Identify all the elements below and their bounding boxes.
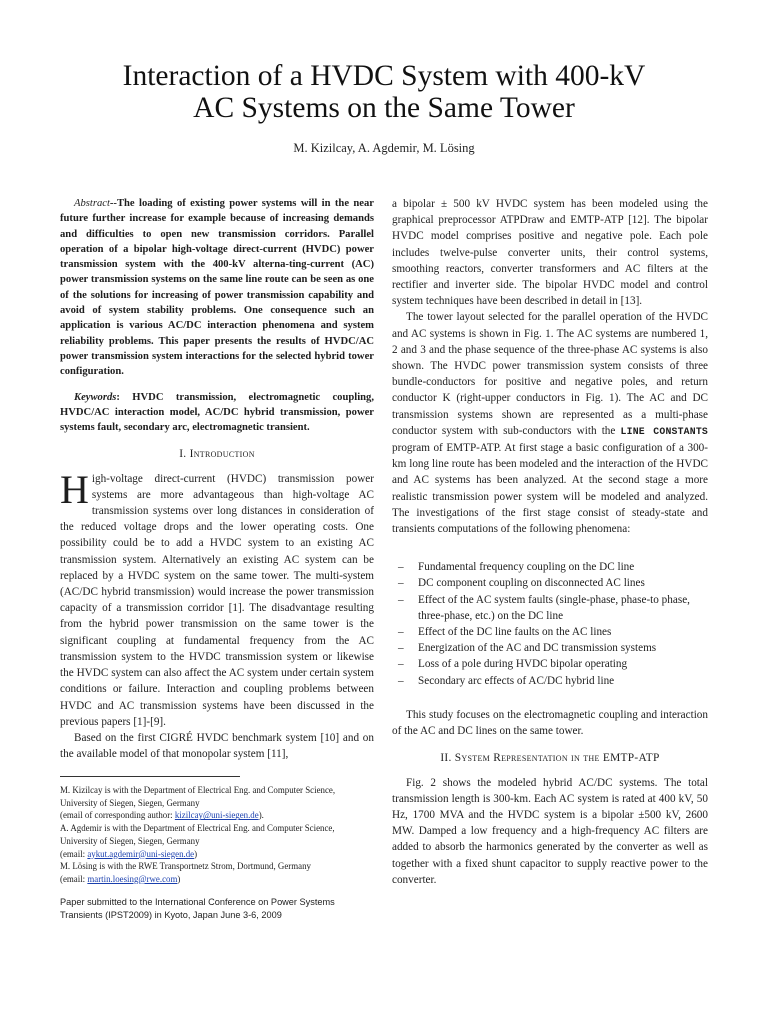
list-item: – Fundamental frequency coupling on the DC line — [392, 559, 708, 575]
submission-note — [60, 896, 380, 921]
keywords — [60, 390, 374, 436]
submission-line-1: Paper submitted to the International Conference on Power Systems — [60, 897, 335, 907]
left-column — [60, 196, 374, 762]
paper-title — [40, 60, 728, 124]
introduction-paragraph-1 — [60, 466, 374, 730]
right-paragraph-1: a bipolar ± 500 kV HVDC system has been modeled using the graphical preprocessor ATPDraw and EMTP-ATP [12]. The bipolar HVDC model comprises positive and negative pole. Each pole includes twelve-pulse converter units, their control systems, smoothing reactors, converter transformers and AC filters at the rectifier and inverter side. The bipolar HVDC model and control system techniques have been described in detail in [13]. — [392, 198, 708, 308]
list-item: – DC component coupling on disconnected AC lines — [392, 575, 708, 591]
introduction-text-1: igh-voltage direct-current (HVDC) transmission power systems are more advantageous than high-voltage AC transmission systems over long distances in consideration of the reduced voltage drops and the lower operating costs. One possibility could be to add a HVDC system to an existing AC transmission system. Alternatively an existing AC system can be replaced by a HVDC system on the same tower. The multi-system (AC/DC hybrid transmission) would increase the power transmission capacity of a transmission corridor [1]. The disadvantage resulting from the hybrid power transmission on the same tower is the significant coupling at fundamental frequency from the AC transmission system to the HVDC transmission system or likewise the HVDC system can also affect the AC system under certain system conditions or failure. Interaction and coupling problems between HVDC and AC transmission systems have been discussed in the previous papers [1]-[9]. — [60, 472, 374, 728]
footnote-2-line-3 — [60, 848, 378, 861]
introduction-paragraph-2: Based on the first CIGRÉ HVDC benchmark system [10] and on the available model of that monopolar system [11], — [60, 731, 374, 761]
email-link-kizilcay[interactable]: kizilcay@uni-siegen.de — [174, 810, 259, 821]
keywords-text: : HVDC transmission, electromagnetic coupling, HVDC/AC interaction model, AC/DC hybrid transmission, power systems fault, secondary arc, electromagnetic transient. — [60, 391, 374, 434]
footnote-2-prefix: (email: — [60, 848, 88, 859]
section-heading-introduction: I. Introduction — [179, 448, 255, 461]
right-paragraph-2 — [392, 309, 708, 537]
right-paragraph-4: Fig. 2 shows the modeled hybrid AC/DC systems. The total transmission length is 300-km. Each AC system is rated at 400 kV, 50 Hz, 1700 MVA and the HVDC system is a bipolar ±500 kV, 2600 MW. Damped a low frequency and a high-frequency AC filters are added to absorb the harmonics generated by the converter as well as together with a fixed shunt capacitor to supply reactive power to the converter. — [392, 776, 708, 886]
footnote-2-suffix: ) — [194, 848, 198, 859]
footnote-divider — [60, 776, 240, 777]
author-list: M. Kizilcay, A. Agdemir, M. Lösing — [293, 141, 475, 155]
footnote-1-prefix: (email of corresponding author: — [60, 810, 175, 821]
footnote-2-line-1: A. Agdemir is with the Department of Electrical Eng. and Computer Science, — [60, 823, 335, 834]
email-link-loesing[interactable]: martin.loesing@rwe.com — [87, 873, 178, 884]
right-column — [392, 196, 708, 888]
list-item: – Loss of a pole during HVDC bipolar operating — [392, 656, 708, 672]
footnote-2-line-2: University of Siegen, Siegen, Germany — [60, 835, 200, 846]
footnotes — [60, 784, 378, 886]
list-item: – Effect of the AC system faults (single-phase, phase-to phase, three-phase, etc.) on the DC line — [392, 592, 708, 624]
footnote-1-line-3 — [60, 809, 378, 822]
submission-line-2: Transients (IPST2009) in Kyoto, Japan June 3-6, 2009 — [60, 909, 282, 920]
line-constants-code: LINE CONSTANTS — [620, 425, 708, 437]
email-link-agdemir[interactable]: aykut.agdemir@uni-siegen.de — [87, 848, 195, 859]
phenomena-list — [392, 559, 708, 689]
footnote-3-line-1: M. Lösing is with the RWE Transportnetz Strom, Dortmund, Germany — [60, 861, 311, 872]
right-paragraph-2-end: program of EMTP-ATP. At first stage a basic configuration of a 300-km long line route has been modeled and the interaction of the HVDC and AC systems has been analyzed. At the second stage a more realistic transmission power system will be modeled and analyzed. The investigations of the first stage consist of steady-state and transients computations of the following phenomena: — [392, 442, 708, 536]
list-item: – Energization of the AC and DC transmission systems — [392, 640, 708, 656]
title-line-2: AC Systems on the Same Tower — [193, 92, 575, 124]
abstract-dash: -- — [109, 198, 117, 209]
list-item: – Secondary arc effects of AC/DC hybrid line — [392, 673, 708, 689]
footnote-1-line-2: University of Siegen, Siegen, Germany — [60, 797, 200, 808]
title-line-1: Interaction of a HVDC System with 400-kV — [122, 60, 646, 92]
footnote-3-suffix: ) — [177, 873, 181, 884]
keywords-label: Keywords — [74, 391, 117, 403]
footnote-3-line-2 — [60, 873, 378, 886]
abstract-label: Abstract — [74, 198, 110, 209]
footnote-1-suffix: ). — [258, 810, 264, 821]
footnote-3-prefix: (email: — [60, 873, 88, 884]
drop-cap: H — [60, 466, 89, 512]
abstract-text: The loading of existing power systems will in the near future further increase for example because of increasing demands and difficulties to open new transmission corridors. Parallel operation of a bipolar high-voltage direct-current (HVDC) power transmission system with the 400-kV alterna-ting-current (AC) power transmission systems on the same line route can be seen as one of the solutions for increasing of power transmission capability and avoid of system stability problems. One consequence such an application is various AC/DC interaction phenomena and system reliability problems. This paper presents the results of HVDC/AC power transmission system interactions for the selected hybrid tower configuration. — [60, 198, 374, 378]
abstract — [60, 196, 374, 380]
list-item: – Effect of the DC line faults on the AC lines — [392, 624, 708, 640]
right-paragraph-3: This study focuses on the electromagnetic coupling and interaction of the AC and DC lines on the same tower. — [392, 708, 708, 738]
right-paragraph-2-start: The tower layout selected for the parallel operation of the HVDC and AC systems is shown in Fig. 1. The AC systems are numbered 1, 2 and 3 and the phase sequence of the three-phase AC systems is also shown. The HVDC power transmission system consists of three bundle-conductors for positive and negative poles, and return conductor K (right-upper conductors in Fig. 1). The AC and DC transmission systems shown are represented as a multi-phase conductor system with sub-conductors with the — [392, 311, 708, 437]
section-heading-system-representation: II. System Representation in the EMTP-ATP — [440, 752, 660, 765]
footnote-1-line-1: M. Kizilcay is with the Department of Electrical Eng. and Computer Science, — [60, 785, 336, 795]
